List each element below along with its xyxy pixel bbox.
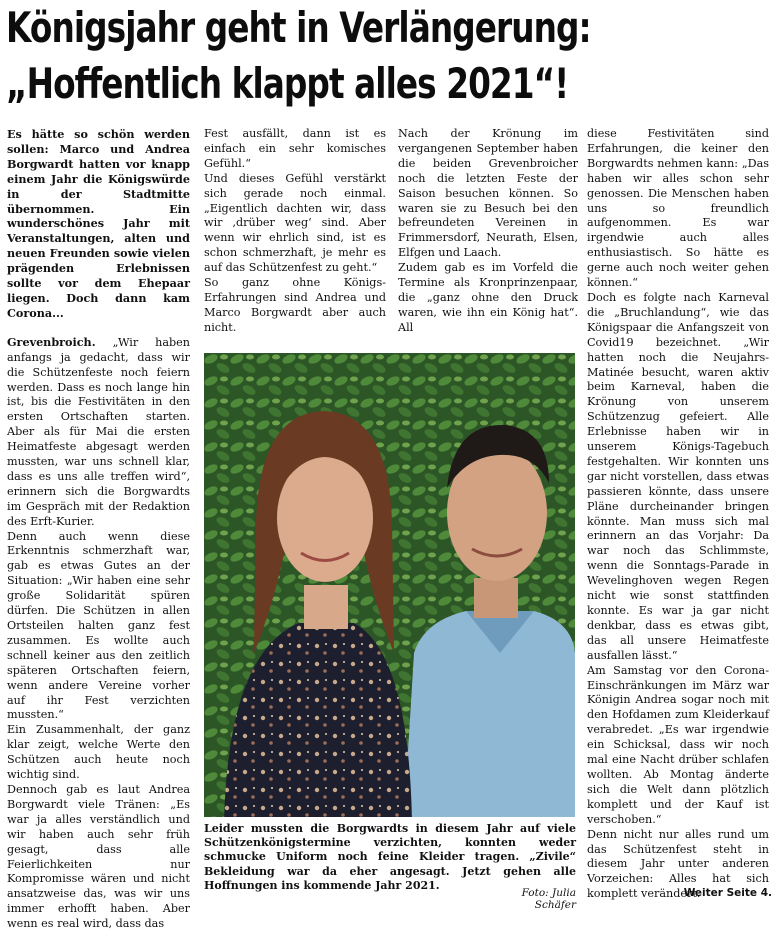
paragraph: Ein Zusammenhalt, der ganz klar zeigt, welche Werte den Schützen auch heute noch wichtig sind. [7,723,190,782]
paragraph: Zudem gab es im Vorfeld die Termine als Kronprinzenpaar, die „ganz ohne den Druck waren, wie ihn ein König hat“. All [398,261,578,334]
paragraph: Dennoch gab es laut Andrea Borgwardt viele Tränen: „Es war ja alles verständlich und wir haben auch sehr früh gesagt, dass alle Feierlichkeiten nur Kompromisse wären und nicht ansatzweise das, was wir uns immer erhofft haben. Aber wenn es real wird, dass das [7,782,190,931]
photo-caption: Leider mussten die Borgwardts in diesem Jahr auf viele Schützenkönigstermine verzichten, konnten weder schmucke Uniform noch feine Kleider tragen. „Zivile“ Bekleidung war da eher angesagt. Jetzt gehen alle Hoffnungen ins kommende Jahr 2021. [204,822,576,892]
continued-note: Weiter Seite 4. [683,887,772,899]
paragraph: So ganz ohne Königs-Erfahrungen sind Andrea und Marco Borgwardt aber auch nicht. [204,276,386,334]
paragraph: Denn nicht nur alles rund um das Schützenfest steht in diesem Jahr unter anderen Vorzeichen: Alles hat sich komplett verändert. [587,827,769,901]
headline [6,0,603,112]
article-column-1 [7,127,190,932]
headline-line-2: „Hoffentlich klappt alles 2021“! [6,59,569,108]
article-column-3 [398,127,578,336]
paragraph: Und dieses Gefühl verstärkt sich gerade noch einmal. „Eigentlich dachten wir, dass wir ‚drüber weg‘ sind. Aber wenn wir ehrlich sind, ist es schon schmerzhaft, je mehr es auf das Schützenfest zu geht.“ [204,171,386,275]
paragraph: Fest ausfällt, dann ist es einfach ein sehr komisches Gefühl.“ [204,127,386,170]
paragraph: Denn auch wenn diese Erkenntnis schmerzhaft war, gab es etwas Gutes an der Situation: „Wir haben eine sehr große Solidarität spüren dürfen. Die Schützen in allen Ortsteilen halten ganz fest zusammen. Es wollte auch schnell keiner aus den zeitlich späteren Ortschaften feiern, wenn andere Vereine vorher auf ihr Fest verzichten mussten.“ [7,529,190,722]
paragraph [7,335,190,530]
photo-credit: Foto: Julia Schäfer [521,887,576,911]
article-column-2 [204,127,386,336]
article-column-4 [587,127,769,902]
couple-photo-illustration [204,353,575,817]
dateline: Grevenbroich. [7,334,96,349]
paragraph-text: „Wir haben anfangs ja gedacht, dass wir die Schützenfeste noch feiern werden. Dass es noch lange hin ist, bis die Festivitäten in den ersten Ortschaften starten. Aber als für Mai die ersten Heimatfeste abgesagt werden mussten, war uns schnell klar, dass es uns alle treffen wird“, erinnern sich die Borgwardts im Gespräch mit der Redaktion des Erft-Kurier. [7,335,191,528]
lead-paragraph: Es hätte so schön werden sollen: Marco und Andrea Borgwardt hatten vor knapp einem Jahr die Königswürde in der Stadtmitte übernommen. Ein wunderschönes Jahr mit Veranstaltungen, alten und neuen Freunden sowie vielen prägenden Erlebnissen sollte vor dem Ehepaar liegen. Doch dann kam Corona... [7,127,190,320]
headline-line-1: Königsjahr geht in Verlängerung: [6,3,591,52]
paragraph: diese Festivitäten sind Erfahrungen, die keiner den Borgwardts nehmen kann: „Das haben wir alles schon sehr genossen. Die Menschen haben uns so freundlich aufgenommen. Es war irgendwie auch alles enthusiastisch. So hätte es gerne auch noch weiter gehen können.“ [587,127,769,290]
article-photo [204,353,575,817]
paragraph: Nach der Krönung im vergangenen September haben die beiden Grevenbroicher noch die letzten Feste der Saison besuchen können. So waren sie zu Besuch bei den befreundeten Vereinen in Frimmersdorf, Neurath, Elsen, Elfgen und Laach. [398,127,578,260]
paragraph: Am Samstag vor den Corona-Einschränkungen im März war Königin Andrea sogar noch mit den Hofdamen zum Kleiderkauf verabredet. „Es war irgendwie ein Schicksal, dass wir noch mal eine Nacht drüber schlafen wollten. Ab Montag änderte sich die Welt dann plötzlich komplett und der Kauf ist verschoben.“ [587,663,769,826]
paragraph: Doch es folgte nach Karneval die „Bruchlandung“, wie das Königspaar die Anfangszeit von Covid19 bezeichnet. „Wir hatten noch die Neujahrs-Matinée besucht, waren aktiv beim Karneval, haben die Krönung von unserem Schützenzug gefeiert. Alle Erlebnisse haben wir in unserem Königs-Tagebuch festgehalten. Wir konnten uns gar nicht vorstellen, dass etwas passieren könnte, dass unsere Pläne durcheinander bringen könnte. Man muss sich mal erinnern an das Vorjahr: Da war noch das Schlimmste, wenn die Sonntags-Parade in Wevelinghoven wegen Regen nicht wie sonst stattfinden konnte. Es war ja gar nicht denkbar, dass es etwas gibt, das all unsere Heimatfeste ausfallen lässt.“ [587,290,769,662]
